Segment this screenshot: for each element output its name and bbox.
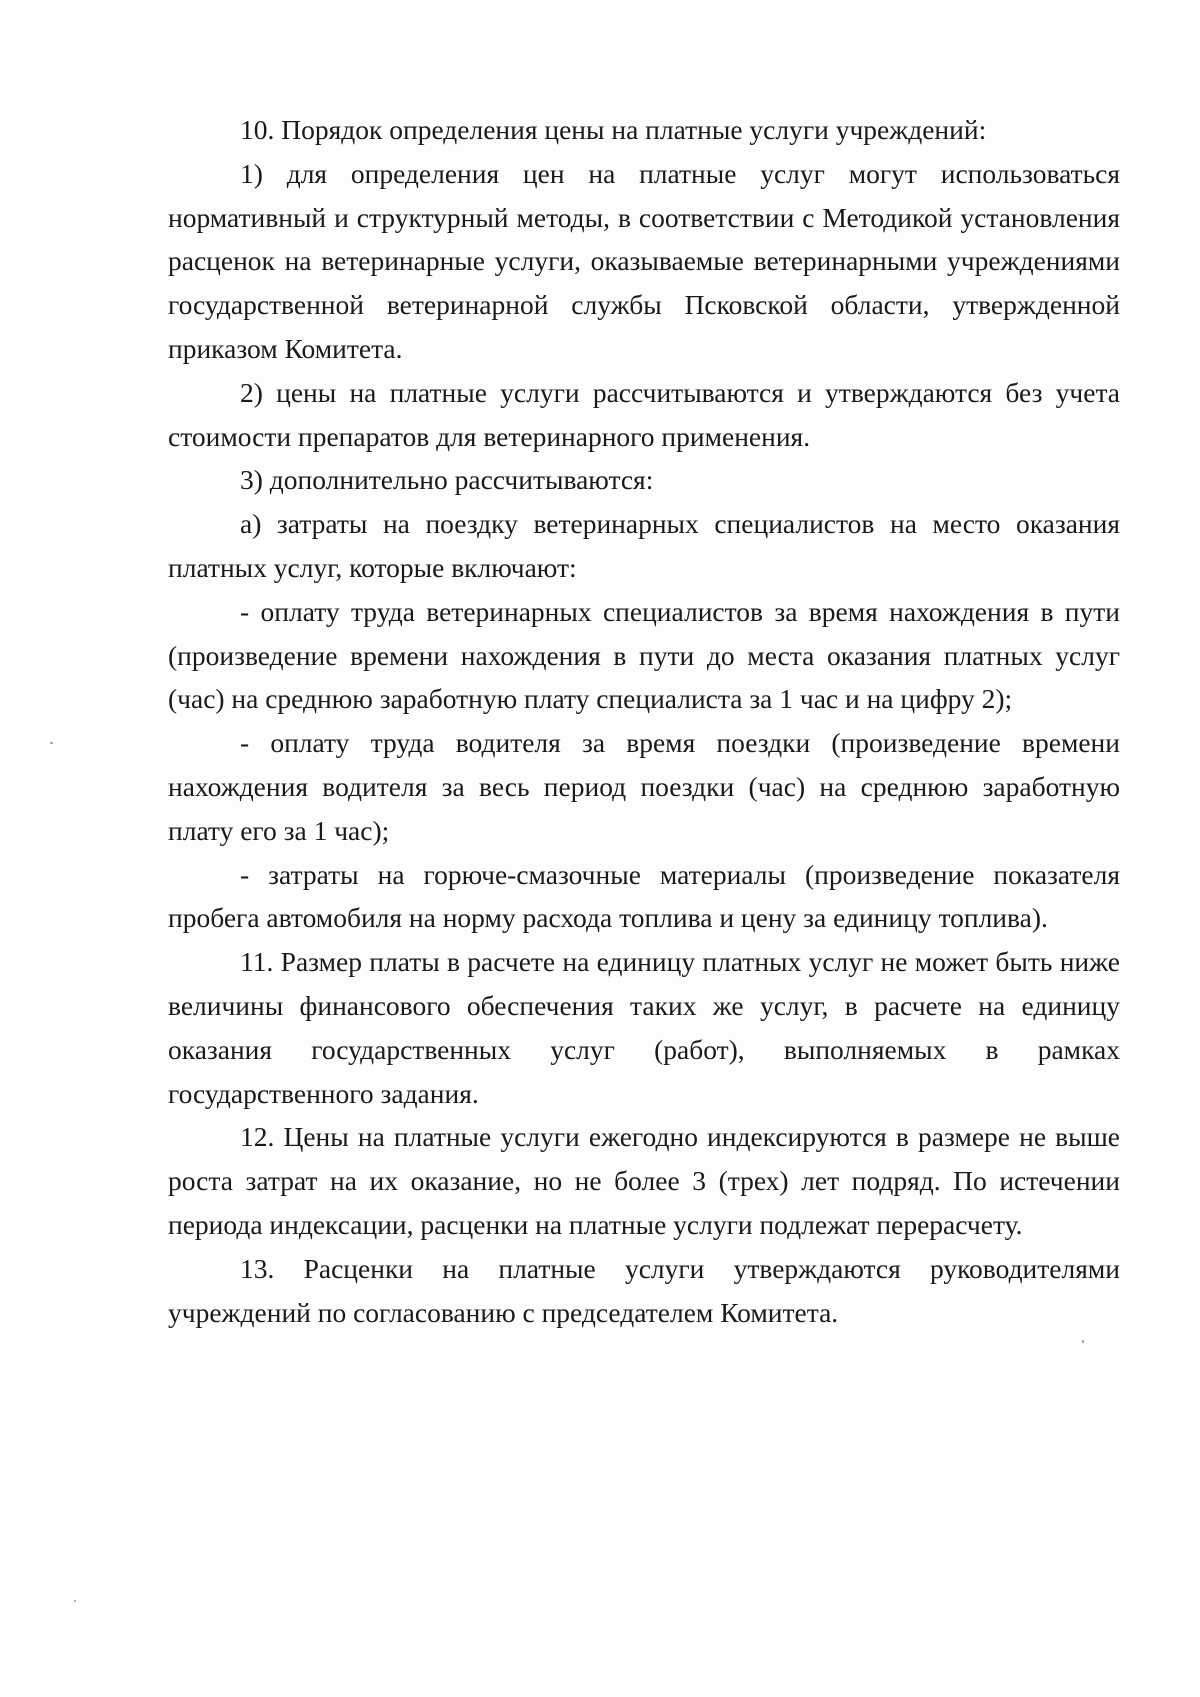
scan-speck <box>74 1600 76 1602</box>
paragraph-10-1: 1) для определения цен на платные услуг могут использоваться нормативный и структурный методы, в соответствии с Методикой установления расценок на ветеринарные услуги, оказываемые ветеринарными учреждениями государственной ветеринарной службы Псковской области, утвержденной приказом Комитета. <box>168 157 1120 364</box>
list-item-driver-pay: - оплату труда водителя за время поездки (произведение времени нахождения водителя за весь период поездки (час) на среднюю заработную плату его за 1 час); <box>168 727 1120 846</box>
list-item-specialists-pay: - оплату труда ветеринарных специалистов за время нахождения в пути (произведение времени нахождения в пути до места оказания платных услуг (час) на среднюю заработную плату специалиста за 1 час и на цифру 2); <box>168 595 1120 715</box>
paragraph-10-2: 2) цены на платные услуги рассчитываются и утверждаются без учета стоимости препаратов для ветеринарного применения. <box>168 376 1120 452</box>
scan-speck <box>50 742 53 744</box>
paragraph-10-heading: 10. Порядок определения цены на платные услуги учреждений: <box>240 114 987 145</box>
paragraph-13: 13. Расценки на платные услуги утверждаются руководителями учреждений по согласованию с председателем Комитета. <box>168 1252 1120 1328</box>
paragraph-10-3: 3) дополнительно рассчитываются: <box>240 464 654 496</box>
paragraph-12: 12. Цены на платные услуги ежегодно индексируются в размере не выше роста затрат на их оказание, но не более 3 (трех) лет подряд. По истечении периода индексации, расценки на платные услуги подлежат перерасчету. <box>168 1121 1120 1240</box>
paragraph-10-3-a: а) затраты на поездку ветеринарных специалистов на место оказания платных услуг, которые включают: <box>168 508 1120 583</box>
list-item-fuel-costs: - затраты на горюче-смазочные материалы (произведение показателя пробега автомобиля на норму расхода топлива и цену за единицу топлива). <box>168 858 1120 934</box>
paragraph-11: 11. Размер платы в расчете на единицу платных услуг не может быть ниже величины финансового обеспечения таких же услуг, в расчете на единицу оказания государственных услуг (работ), выполняемых в рамках государственного задания. <box>168 946 1120 1109</box>
scan-speck <box>1082 1340 1084 1343</box>
